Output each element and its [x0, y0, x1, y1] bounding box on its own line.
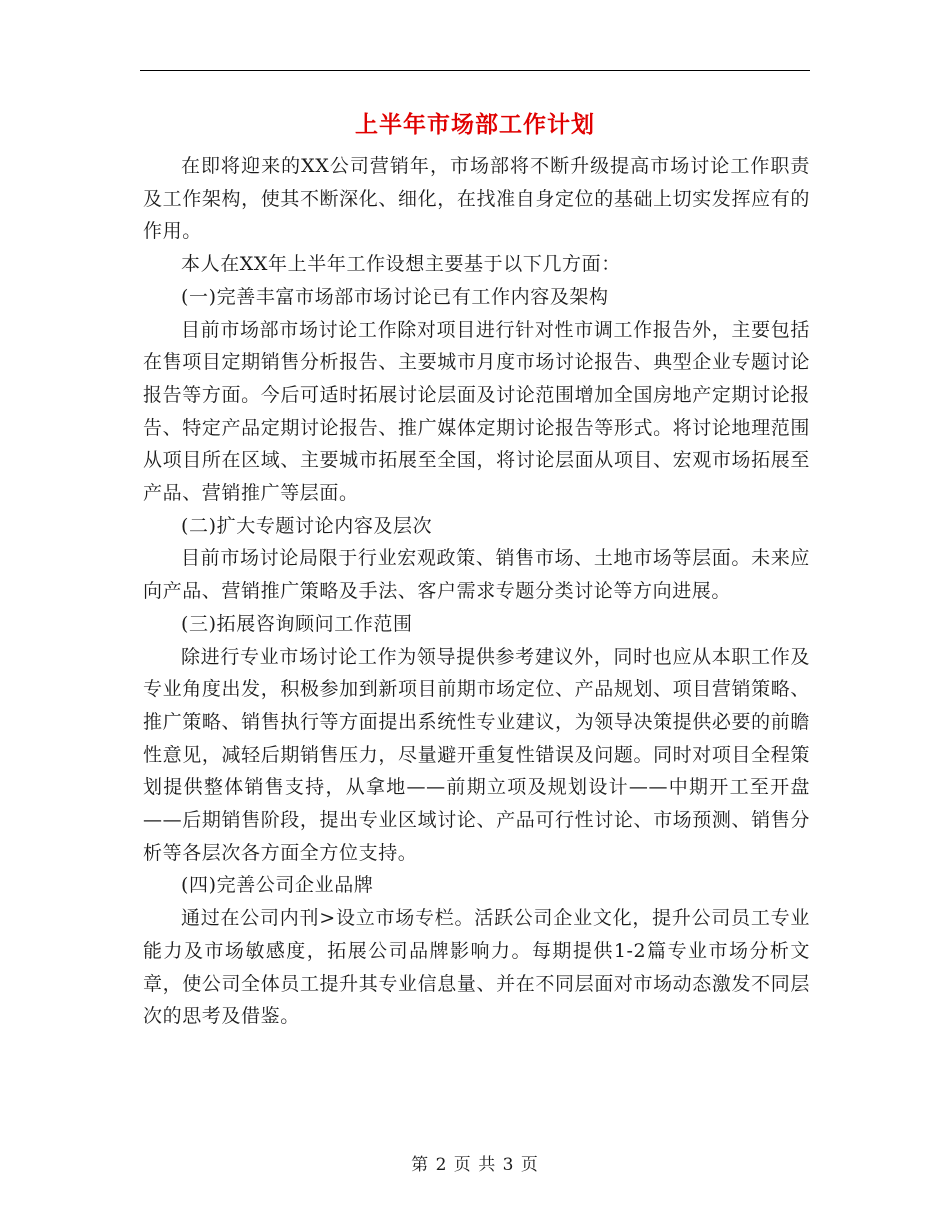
paragraph-overview: 本人在XX年上半年工作设想主要基于以下几方面：	[181, 253, 621, 276]
paragraph-section-4: 通过在公司内刊>设立市场专栏。活跃公司企业文化，提升公司员工专业能力及市场敏感度，拓展公司品牌影响力。每期提供1-2篇专业市场分析文章，使公司全体员工提升其专业信息量、并在不同层面对市场动态激发不同层次的思考及借鉴。	[143, 907, 810, 1028]
document-body	[143, 150, 810, 1033]
paragraph-section-1: 目前市场部市场讨论工作除对项目进行针对性市调工作报告外，主要包括在售项目定期销售分析报告、主要城市月度市场讨论报告、典型企业专题讨论报告等方面。今后可适时拓展讨论层面及讨论范围增加全国房地产定期讨论报告、特定产品定期讨论报告、推广媒体定期讨论报告等形式。将讨论地理范围从项目所在区域、主要城市拓展至全国，将讨论层面从项目、宏观市场拓展至产品、营销推广等层面。	[143, 318, 810, 505]
document-title: 上半年市场部工作计划	[355, 111, 595, 138]
section-heading-4: (四)完善公司企业品牌	[181, 874, 374, 897]
page-number-footer: 第 2 页 共 3 页	[411, 1155, 539, 1175]
section-heading-1: (一)完善丰富市场部市场讨论已有工作内容及架构	[181, 285, 609, 308]
paragraph-section-2: 目前市场讨论局限于行业宏观政策、销售市场、土地市场等层面。未来应向产品、营销推广策略及手法、客户需求专题分类讨论等方向进展。	[143, 547, 810, 603]
paragraph-intro: 在即将迎来的XX公司营销年，市场部将不断升级提高市场讨论工作职责及工作架构，使其不断深化、细化，在找准自身定位的基础上切实发挥应有的作用。	[143, 155, 810, 243]
section-heading-2: (二)扩大专题讨论内容及层次	[181, 514, 433, 537]
header-rule	[140, 70, 810, 71]
paragraph-section-3: 除进行专业市场讨论工作为领导提供参考建议外，同时也应从本职工作及专业角度出发，积极参加到新项目前期市场定位、产品规划、项目营销策略、推广策略、销售执行等方面提出系统性专业建议，为领导决策提供必要的前瞻性意见，减轻后期销售压力，尽量避开重复性错误及问题。同时对项目全程策划提供整体销售支持，从拿地——前期立项及规划设计——中期开工至开盘——后期销售阶段，提出专业区域讨论、产品可行性讨论、市场预测、销售分析等各层次各方面全方位支持。	[143, 645, 810, 864]
section-heading-3: (三)拓展咨询顾问工作范围	[181, 612, 413, 635]
